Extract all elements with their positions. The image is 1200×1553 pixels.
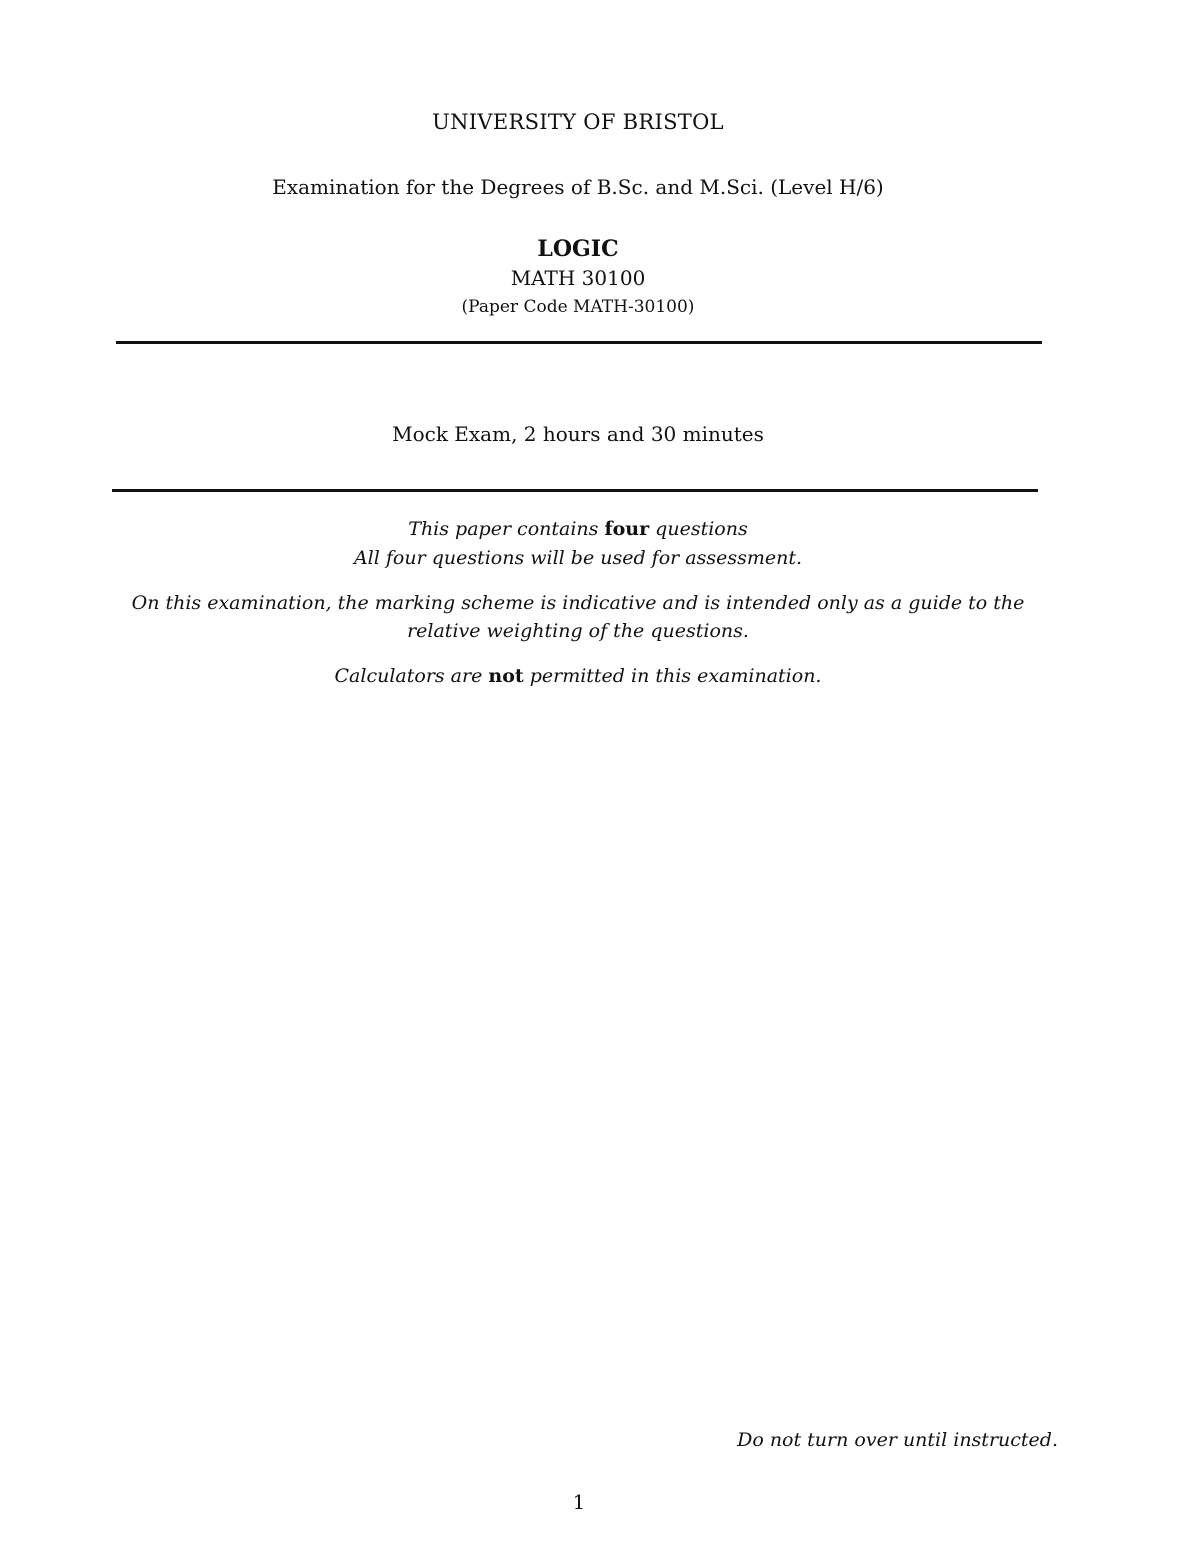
marking-scheme-line-1: On this examination, the marking scheme is indicative and is intended only as a guide to the — [131, 592, 1025, 614]
question-count-prefix: This paper contains — [408, 518, 599, 540]
calculator-policy-prefix: Calculators are — [334, 665, 483, 687]
page-number: 1 — [572, 1490, 586, 1514]
bottom-divider — [112, 489, 1038, 492]
course-title: LOGIC — [537, 236, 619, 262]
university-name: UNIVERSITY OF BRISTOL — [432, 110, 724, 134]
calculator-policy-not: not — [488, 665, 524, 687]
turn-over-notice: Do not turn over until instructed. — [737, 1429, 1058, 1451]
calculator-policy-suffix: permitted in this examination. — [529, 665, 822, 687]
question-count-suffix: questions — [655, 518, 748, 540]
exam-duration: Mock Exam, 2 hours and 30 minutes — [392, 422, 764, 446]
top-divider — [116, 341, 1042, 344]
course-code: MATH 30100 — [510, 266, 646, 290]
examination-degrees: Examination for the Degrees of B.Sc. and M.Sci. (Level H/6) — [272, 175, 884, 199]
marking-scheme-line-2: relative weighting of the questions. — [407, 620, 749, 642]
question-count: four — [604, 518, 650, 540]
paper-code: (Paper Code MATH-30100) — [461, 297, 695, 317]
assessment-note: All four questions will be used for assessment. — [353, 547, 803, 569]
calculator-policy — [0, 667, 1178, 686]
question-count-note — [0, 520, 1178, 539]
